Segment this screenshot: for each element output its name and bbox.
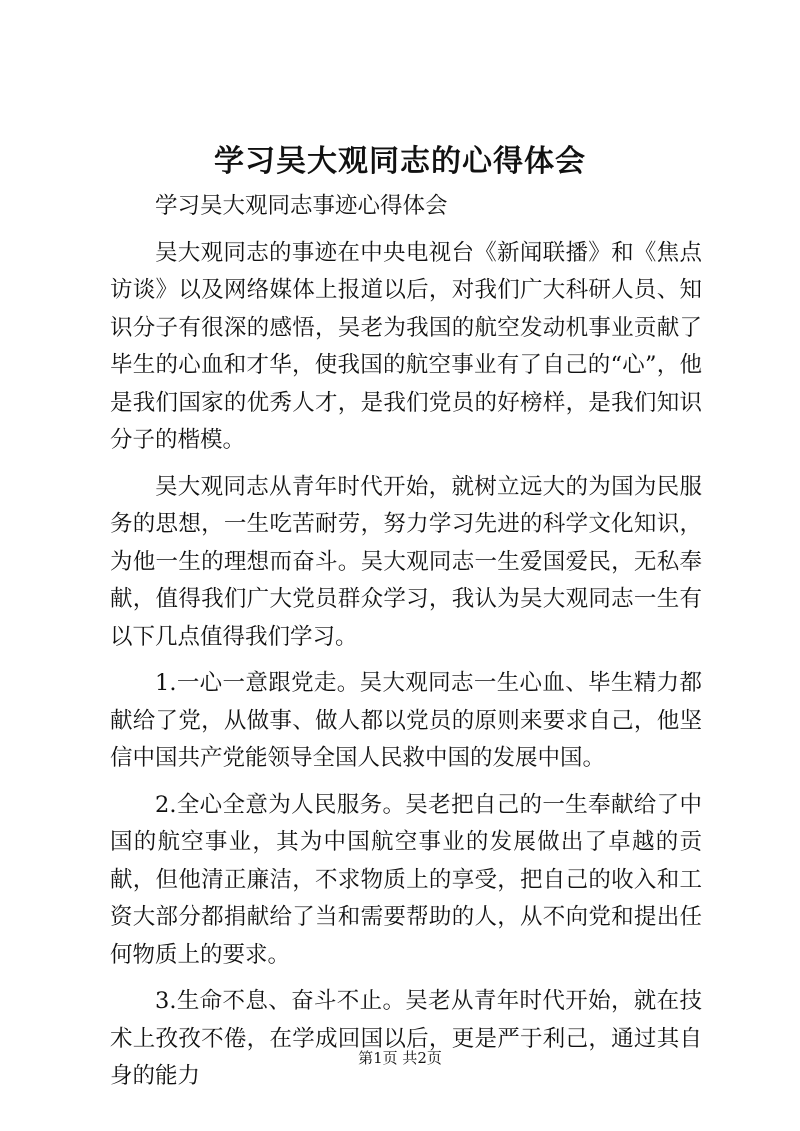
document-title: 学习吴大观同志的心得体会 bbox=[214, 144, 586, 179]
body-paragraph: 1.一心一意跟党走。吴大观同志一生心血、毕生精力都献给了党，从做事、做人都以党员的原则来要求自己，他坚信中国共产党能领导全国人民救中国的发展中国。 bbox=[110, 670, 702, 771]
subtitle-paragraph: 学习吴大观同志事迹心得体会 bbox=[155, 193, 448, 219]
page-footer: 第1页 共2页 bbox=[358, 1049, 442, 1067]
body-paragraph: 吴大观同志从青年时代开始，就树立远大的为国为民服务的思想，一生吃苦耐劳，努力学习先进的科学文化知识，为他一生的理想而奋斗。吴大观同志一生爱国爱民，无私奉献，值得我们广大党员群众学习，我认为吴大观同志一生有以下几点值得我们学习。 bbox=[110, 473, 702, 650]
body-paragraph: 3.生命不息、奋斗不止。吴老从青年时代开始，就在技术上孜孜不倦，在学成回国以后，更是严于利己，通过其自身的能力 bbox=[110, 988, 702, 1089]
body-paragraph: 2.全心全意为人民服务。吴老把自己的一生奉献给了中国的航空事业，其为中国航空事业的发展做出了卓越的贡献，但他清正廉洁，不求物质上的享受，把自己的收入和工资大部分都捐献给了当和需要帮助的人，从不向党和提出任何物质上的要求。 bbox=[110, 791, 702, 968]
document-body bbox=[110, 188, 702, 1105]
body-paragraph: 吴大观同志的事迹在中央电视台《新闻联播》和《焦点访谈》以及网络媒体上报道以后，对我们广大科研人员、知识分子有很深的感悟，吴老为我国的航空发动机事业贡献了毕生的心血和才华，使我国的航空事业有了自己的“心”，他是我们国家的优秀人才，是我们党员的好榜样，是我们知识分子的楷模。 bbox=[110, 239, 702, 453]
